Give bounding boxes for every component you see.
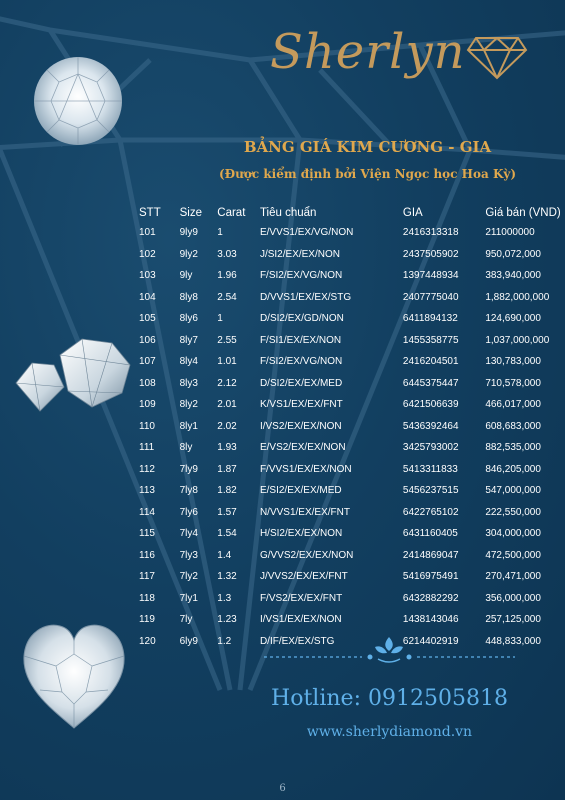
- cell-size: 7ly: [179, 614, 193, 626]
- cell-carat: 2.54: [217, 291, 237, 303]
- cell-stt: 109: [139, 399, 156, 411]
- brand-logo: Sherlyn: [270, 24, 466, 80]
- cell-gia: 6214402919: [402, 635, 459, 647]
- cell-size: 7ly1: [179, 592, 198, 604]
- cell-price: 950,072,000: [485, 248, 541, 260]
- cell-gia: 1397448934: [402, 270, 459, 282]
- cell-gia: 2437505902: [402, 248, 459, 260]
- table-row: [133, 308, 565, 330]
- cell-size: 7ly9: [179, 463, 198, 475]
- table-row: [133, 502, 565, 524]
- cell-standard: F/VVS1/EX/EX/NON: [259, 463, 352, 475]
- cell-gia: 5413311833: [402, 463, 458, 475]
- column-header-size: Size: [179, 206, 202, 219]
- cell-size: 7ly8: [179, 485, 198, 497]
- cell-size: 8ly2: [179, 399, 198, 411]
- page-number: 6: [279, 783, 286, 794]
- cell-gia: 6422765102: [402, 506, 459, 518]
- cell-size: 7ly3: [179, 549, 198, 561]
- cell-carat: 1.54: [217, 528, 237, 540]
- cell-size: 9ly2: [179, 248, 198, 260]
- hotline-text: Hotline: 0912505818: [271, 686, 508, 711]
- cell-gia: 6411894132: [402, 313, 458, 325]
- cell-carat: 1.2: [217, 635, 232, 647]
- cell-gia: 3425793002: [402, 442, 459, 454]
- table-row: [133, 566, 565, 588]
- cell-standard: F/SI1/EX/EX/NON: [259, 334, 342, 346]
- cell-stt: 102: [139, 248, 156, 260]
- cell-price: 124,690,000: [485, 313, 541, 325]
- heart-diamond-image: [20, 620, 128, 732]
- cell-standard: E/VVS1/EX/VG/NON: [259, 227, 354, 239]
- cell-carat: 1.4: [217, 549, 232, 561]
- cell-stt: 113: [139, 485, 155, 497]
- table-row: [133, 265, 565, 287]
- diamond-outline-icon: [466, 36, 528, 80]
- ornament-divider: [259, 633, 517, 667]
- cell-carat: 2.55: [217, 334, 237, 346]
- cell-price: 211000000: [485, 227, 535, 239]
- cell-stt: 108: [139, 377, 156, 389]
- page-subtitle: (Được kiểm định bởi Viện Ngọc học Hoa Kỳ): [218, 167, 517, 181]
- cell-price: 304,000,000: [485, 528, 541, 540]
- table-row: [133, 545, 565, 567]
- cell-stt: 107: [139, 356, 156, 368]
- cell-gia: 2407775040: [402, 291, 459, 303]
- cell-stt: 115: [139, 528, 155, 540]
- cell-stt: 118: [139, 592, 155, 604]
- cell-size: 9ly9: [179, 227, 198, 239]
- cell-gia: 1438143046: [402, 614, 459, 626]
- cell-size: 8ly: [179, 442, 193, 454]
- cell-price: 448,833,000: [485, 635, 541, 647]
- cell-gia: 6421506639: [402, 399, 459, 411]
- cell-stt: 120: [139, 635, 156, 647]
- cell-gia: 2416313318: [402, 227, 459, 239]
- table-row: [133, 480, 565, 502]
- cell-standard: G/VVS2/EX/EX/NON: [259, 549, 354, 561]
- cell-price: 882,535,000: [485, 442, 541, 454]
- website-link[interactable]: www.sherlydiamond.vn: [306, 724, 473, 740]
- cell-price: 547,000,000: [485, 485, 541, 497]
- cell-stt: 106: [139, 334, 156, 346]
- cell-gia: 2416204501: [402, 356, 459, 368]
- cell-carat: 1.32: [217, 571, 237, 583]
- cell-gia: 6431160405: [402, 528, 458, 540]
- cell-price: 608,683,000: [485, 420, 541, 432]
- column-header-gia: GIA: [402, 206, 423, 219]
- table-row: [133, 523, 565, 545]
- table-row: [133, 222, 565, 244]
- table-body: [133, 222, 565, 652]
- cell-carat: 3.03: [217, 248, 237, 260]
- loose-diamonds-image: [12, 335, 134, 415]
- cell-carat: 1.57: [217, 506, 237, 518]
- cell-carat: 1: [217, 313, 223, 325]
- cell-standard: I/VS2/EX/EX/NON: [259, 420, 342, 432]
- cell-gia: 5416975491: [402, 571, 459, 583]
- cell-stt: 111: [139, 442, 155, 454]
- cell-standard: D/IF/EX/EX/STG: [259, 635, 335, 647]
- cell-size: 7ly2: [179, 571, 198, 583]
- cell-gia: 2414869047: [402, 549, 459, 561]
- cell-standard: N/VVS1/EX/EX/FNT: [259, 506, 350, 518]
- table-row: [133, 437, 565, 459]
- cell-price: 383,940,000: [485, 270, 541, 282]
- cell-standard: F/SI2/EX/VG/NON: [259, 270, 343, 282]
- cell-size: 8ly3: [179, 377, 198, 389]
- cell-standard: E/SI2/EX/EX/MED: [259, 485, 342, 497]
- cell-stt: 101: [139, 227, 156, 239]
- column-header-price: Giá bán (VND): [485, 206, 561, 219]
- cell-standard: D/SI2/EX/EX/MED: [259, 377, 343, 389]
- cell-price: 270,471,000: [485, 571, 541, 583]
- page-title: BẢNG GIÁ KIM CƯƠNG - GIA: [243, 138, 492, 156]
- table-row: [133, 351, 565, 373]
- cell-size: 8ly4: [179, 356, 198, 368]
- cell-price: 130,783,000: [485, 356, 541, 368]
- cell-price: 1,882,000,000: [485, 291, 550, 303]
- cell-price: 356,000,000: [485, 592, 541, 604]
- table-row: [133, 459, 565, 481]
- cell-size: 6ly9: [179, 635, 198, 647]
- cell-standard: D/VVS1/EX/EX/STG: [259, 291, 352, 303]
- cell-stt: 104: [139, 291, 156, 303]
- table-row: [133, 330, 565, 352]
- cell-gia: 5456237515: [402, 485, 459, 497]
- price-table: [133, 203, 565, 652]
- cell-stt: 117: [139, 571, 155, 583]
- column-header-standard: Tiêu chuẩn: [259, 206, 317, 219]
- cell-gia: 5436392464: [402, 420, 459, 432]
- cell-carat: 1.01: [217, 356, 237, 368]
- table-row: [133, 287, 565, 309]
- cell-size: 8ly6: [179, 313, 198, 325]
- cell-stt: 110: [139, 420, 155, 432]
- cell-price: 472,500,000: [485, 549, 541, 561]
- cell-gia: 6445375447: [402, 377, 459, 389]
- cell-standard: F/VS2/EX/EX/FNT: [259, 592, 343, 604]
- table-header-row: [133, 203, 565, 222]
- cell-carat: 1.93: [217, 442, 237, 454]
- cell-standard: K/VS1/EX/EX/FNT: [259, 399, 343, 411]
- cell-price: 257,125,000: [485, 614, 541, 626]
- cell-price: 466,017,000: [485, 399, 541, 411]
- cell-stt: 105: [139, 313, 156, 325]
- cell-carat: 1.87: [217, 463, 237, 475]
- cell-size: 9ly: [179, 270, 193, 282]
- cell-stt: 114: [139, 506, 155, 518]
- cell-standard: J/SI2/EX/EX/NON: [259, 248, 340, 260]
- cell-carat: 1: [217, 227, 223, 239]
- cell-standard: E/VS2/EX/EX/NON: [259, 442, 346, 454]
- cell-stt: 119: [139, 614, 155, 626]
- table-row: [133, 416, 565, 438]
- cell-gia: 6432882292: [402, 592, 459, 604]
- cell-size: 8ly8: [179, 291, 198, 303]
- cell-gia: 1455358775: [402, 334, 459, 346]
- cell-standard: H/SI2/EX/EX/NON: [259, 528, 343, 540]
- table-row: [133, 609, 565, 631]
- cell-size: 8ly7: [179, 334, 198, 346]
- round-diamond-image: [33, 56, 123, 146]
- cell-carat: 1.23: [217, 614, 237, 626]
- cell-standard: I/VS1/EX/EX/NON: [259, 614, 342, 626]
- cell-price: 222,550,000: [485, 506, 541, 518]
- cell-carat: 1.3: [217, 592, 232, 604]
- cell-stt: 103: [139, 270, 156, 282]
- table-row: [133, 588, 565, 610]
- cell-stt: 112: [139, 463, 155, 475]
- table-row: [133, 244, 565, 266]
- cell-standard: D/SI2/EX/GD/NON: [259, 313, 344, 325]
- cell-carat: 1.96: [217, 270, 237, 282]
- cell-standard: J/VVS2/EX/EX/FNT: [259, 571, 348, 583]
- cell-size: 7ly6: [179, 506, 198, 518]
- cell-carat: 2.02: [217, 420, 237, 432]
- cell-standard: F/SI2/EX/VG/NON: [259, 356, 343, 368]
- cell-carat: 2.12: [217, 377, 237, 389]
- column-header-stt: STT: [139, 206, 161, 219]
- cell-carat: 1.82: [217, 485, 237, 497]
- cell-price: 710,578,000: [485, 377, 541, 389]
- table-row: [133, 373, 565, 395]
- table-row: [133, 394, 565, 416]
- column-header-carat: Carat: [217, 206, 246, 219]
- cell-price: 1,037,000,000: [485, 334, 550, 346]
- cell-stt: 116: [139, 549, 155, 561]
- cell-carat: 2.01: [217, 399, 237, 411]
- cell-price: 846,205,000: [485, 463, 541, 475]
- cell-size: 8ly1: [179, 420, 198, 432]
- cell-size: 7ly4: [179, 528, 198, 540]
